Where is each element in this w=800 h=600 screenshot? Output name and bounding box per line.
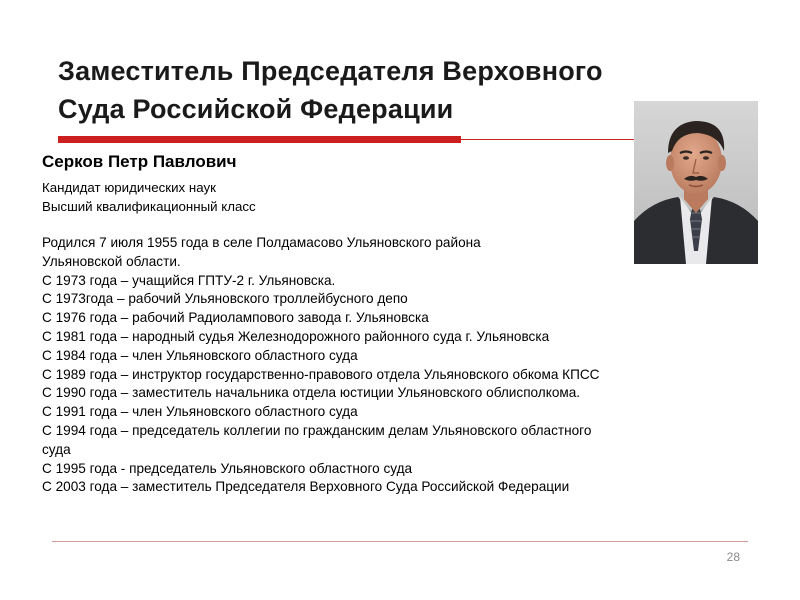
page-number: 28 bbox=[726, 550, 740, 564]
bio-line: С 1994 года – председатель коллегии по гражданским делам Ульяновского областного bbox=[42, 422, 592, 438]
academic-degree: Кандидат юридических наук bbox=[42, 180, 216, 195]
bio-line: суда bbox=[42, 441, 71, 457]
footer-divider bbox=[52, 541, 748, 542]
bio-line: С 1976 года – рабочий Радиолампового завода г. Ульяновска bbox=[42, 310, 429, 326]
bio-line: С 1981 года – народный судья Железнодорожного районного суда г. Ульяновска bbox=[42, 328, 550, 344]
title-underline-accent bbox=[58, 136, 461, 143]
slide-title-line-1: Заместитель Председателя Верховного bbox=[58, 56, 603, 86]
bio-line: С 1973 года – учащийся ГПТУ-2 г. Ульяновска. bbox=[42, 272, 336, 288]
bio-line: Ульяновской области. bbox=[42, 253, 181, 269]
qualification-class: Высший квалификационный класс bbox=[42, 199, 256, 214]
biography-text bbox=[42, 234, 772, 497]
bio-line: С 1984 года – член Ульяновского областного суда bbox=[42, 347, 358, 363]
title-underline-rule bbox=[461, 139, 635, 140]
bio-line: С 1989 года – инструктор государственно-правового отдела Ульяновского обкома КПСС bbox=[42, 366, 600, 382]
bio-line: С 1991 года – член Ульяновского областного суда bbox=[42, 404, 358, 420]
bio-line: Родился 7 июля 1955 года в селе Полдамасово Ульяновского района bbox=[42, 235, 481, 250]
person-name: Серков Петр Павлович bbox=[42, 152, 237, 171]
bio-line: С 2003 года – заместитель Председателя Верховного Суда Российской Федерации bbox=[42, 479, 570, 495]
credentials-block bbox=[42, 178, 256, 216]
slide-title-line-2: Суда Российской Федерации bbox=[58, 94, 454, 124]
bio-line: С 1995 года - председатель Ульяновского областного суда bbox=[42, 460, 413, 476]
bio-line: С 1973года – рабочий Ульяновского троллейбусного депо bbox=[42, 291, 408, 307]
bio-line: С 1990 года – заместитель начальника отдела юстиции Ульяновского облисполкома. bbox=[42, 385, 581, 401]
